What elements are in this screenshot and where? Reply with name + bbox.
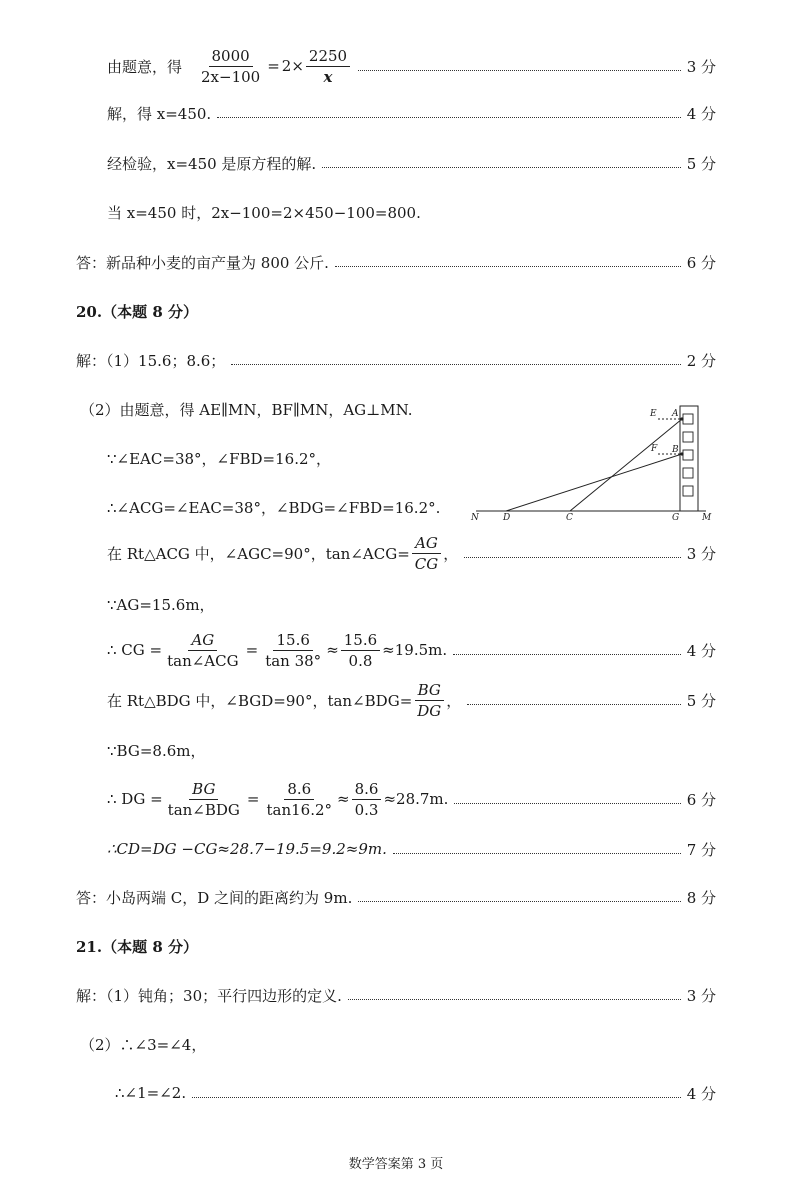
dot-leader	[358, 70, 681, 71]
line-bd	[506, 454, 682, 511]
score: 4 分	[686, 641, 716, 660]
dot-leader	[358, 901, 680, 902]
equation-prefix: 由题意，得	[107, 57, 183, 76]
label-c: C	[566, 513, 573, 522]
score: 3 分	[686, 57, 716, 76]
dot-leader	[464, 557, 680, 558]
line-ac	[570, 419, 682, 511]
tan-acg-line: 在 Rt△ACG 中，∠AGC=90°，tan∠ACG= $\frac{AG}{CG}$ ， 3 分	[107, 533, 716, 573]
score: 3 分	[686, 544, 716, 563]
answer-line-20: 答：小岛两端 C，D 之间的距离约为 9m. 8 分	[76, 888, 716, 907]
fraction-bg-tan: $\frac{BG}{\text{tan∠BDG}}$	[167, 779, 240, 819]
dot-leader	[393, 853, 681, 854]
score: 4 分	[686, 104, 716, 123]
label-f: F	[651, 444, 658, 454]
dot-leader	[217, 117, 680, 118]
window-1	[683, 414, 693, 424]
fraction-2250: $\frac{2250}{x}$	[306, 48, 350, 85]
check-line: 经检验，x=450 是原方程的解. 5 分	[107, 154, 716, 173]
solution-line: 解，得 x=450. 4 分	[107, 104, 716, 123]
score: 6 分	[686, 790, 716, 809]
dot-leader	[231, 364, 680, 365]
dot-leader	[335, 266, 681, 267]
therefore-angles-line: ∴∠ACG=∠EAC=38°，∠BDG=∠FBD=16.2°.	[107, 498, 441, 517]
score: 5 分	[686, 691, 716, 710]
point-b	[680, 452, 683, 455]
dg-calculation: ∴ DG = $\frac{BG}{\text{tan∠BDG}}$ = $\frac{8.6}{\tan 16.2^\circ}$ ≈ $\frac{8.6}{0.3}$ ≈28.7m. 6 分	[107, 779, 716, 819]
label-a: A	[672, 409, 679, 419]
label-n: N	[471, 513, 479, 522]
dot-leader	[348, 999, 681, 1000]
window-4	[683, 468, 693, 478]
fraction-8-6-0-3: $\frac{8.6}{0.3}$	[352, 781, 382, 818]
score: 8 分	[686, 888, 716, 907]
window-2	[683, 432, 693, 442]
dot-leader	[454, 803, 680, 804]
score: 4 分	[686, 1084, 716, 1103]
label-g: G	[672, 513, 680, 522]
geometry-figure	[458, 396, 720, 522]
dot-leader	[192, 1097, 681, 1098]
dot-leader	[322, 167, 680, 168]
q21-angle-conclusion: ∴∠1=∠2. 4 分	[115, 1084, 716, 1103]
cg-calculation: ∴ CG = $\frac{AG}{\text{tan∠ACG}}$ = $\frac{15.6}{\tan 38^\circ}$ ≈ $\frac{15.6}{0.8}$ ≈19.5m. 4 分	[107, 630, 716, 670]
fraction-8-6-tan16: $\frac{8.6}{\tan 16.2^\circ}$	[266, 779, 333, 819]
question-20-heading: 20.（本题 8 分）	[76, 302, 198, 321]
fraction-bg-dg: $\frac{BG}{DG}$	[414, 682, 444, 719]
label-m: M	[702, 513, 712, 522]
substitution-line: 当 x=450 时，2x−100=2×450−100=800.	[107, 203, 421, 222]
dot-leader	[453, 654, 681, 655]
point-a	[680, 417, 683, 420]
score: 2 分	[686, 351, 716, 370]
window-5	[683, 486, 693, 496]
since-angles-line: ∵∠EAC=38°，∠FBD=16.2°，	[107, 449, 332, 468]
score: 5 分	[686, 154, 716, 173]
part-2-given: （2）由题意，得 AE∥MN，BF∥MN，AG⊥MN.	[80, 400, 413, 419]
since-bg-line: ∵BG=8.6m，	[107, 741, 206, 760]
fraction-8000: $\frac{8000}{2x-100}$	[201, 46, 261, 86]
tan-bdg-line: 在 Rt△BDG 中，∠BGD=90°，tan∠BDG= $\frac{BG}{DG}$ ， 5 分	[107, 680, 716, 720]
equation-line-1: 由题意，得 $\frac{8000}{2x-100}$ = 2× $\frac{2250}{x}$ 3 分	[107, 46, 716, 86]
score: 6 分	[686, 253, 716, 272]
question-21-heading: 21.（本题 8 分）	[76, 937, 198, 956]
fraction-ag-tan: $\frac{AG}{\text{tan∠ACG}}$	[167, 630, 239, 670]
fraction-15-6-0-8: $\frac{15.6}{0.8}$	[341, 632, 380, 669]
answer-line-19: 答：新品种小麦的亩产量为 800 公斤. 6 分	[76, 253, 716, 272]
page-footer: 数学答案第 3 页	[348, 1157, 444, 1172]
q21-part-2-line: （2）∴∠3=∠4，	[80, 1035, 207, 1054]
cd-calculation: ∴CD=DG −CG≈28.7−19.5=9.2≈9m. 7 分	[107, 840, 716, 859]
q21-part-1-answer: 解：（1）钝角；30；平行四边形的定义. 3 分	[76, 986, 716, 1005]
score: 7 分	[686, 840, 716, 859]
part-1-answer: 解：（1）15.6；8.6； 2 分	[76, 351, 716, 370]
since-ag-line: ∵AG=15.6m，	[107, 595, 215, 614]
score: 3 分	[686, 986, 716, 1005]
fraction-15-6-tan38: $\frac{15.6}{\tan 38^\circ}$	[265, 630, 322, 670]
fraction-ag-cg: $\frac{AG}{CG}$	[412, 535, 441, 572]
dot-leader	[467, 704, 680, 705]
label-e: E	[650, 409, 657, 419]
label-d: D	[503, 513, 511, 522]
label-b: B	[672, 445, 679, 455]
window-3	[683, 450, 693, 460]
